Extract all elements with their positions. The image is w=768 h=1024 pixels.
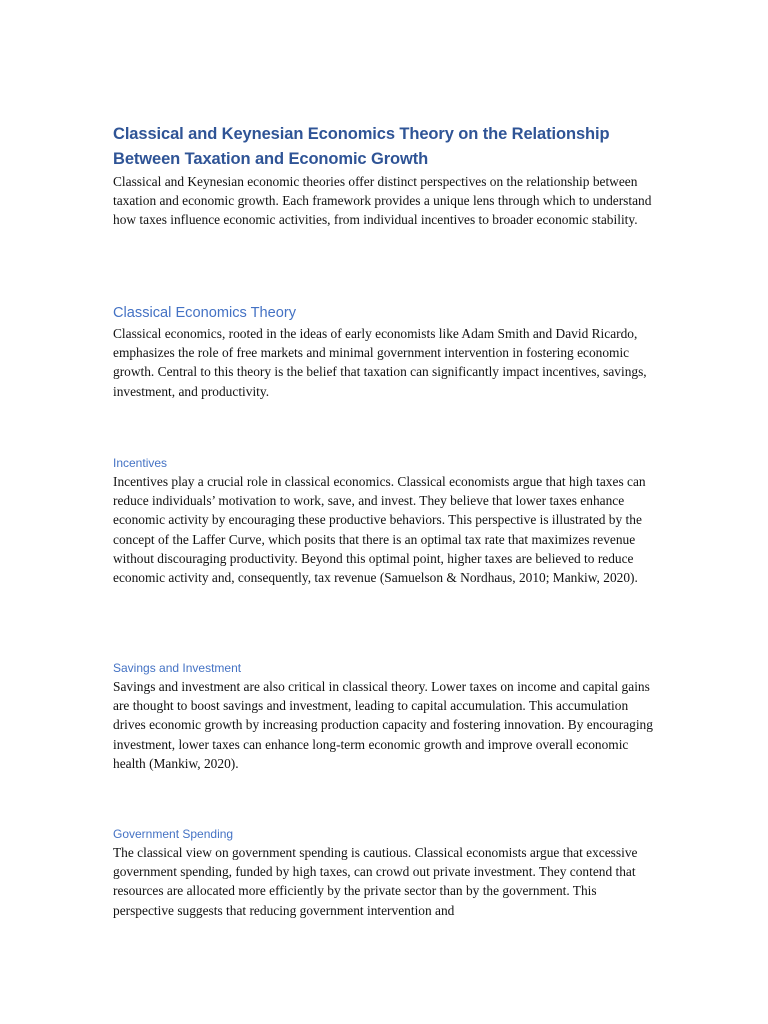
- intro-paragraph: Classical and Keynesian economic theories offer distinct perspectives on the relationship between taxation and economic growth. Each framework provides a unique lens through which to understand how taxes influence economic activities, from individual incentives to broader economic stability.: [113, 174, 652, 228]
- subsection-paragraph: The classical view on government spending is cautious. Classical economists argue that excessive government spending, funded by high taxes, can crowd out private investment. They contend that resources are allocated more efficiently by the private sector than by the government. This perspective suggests that reducing government intervention and: [113, 845, 638, 918]
- section-paragraph: Classical economics, rooted in the ideas of early economists like Adam Smith and David Ricardo, emphasizes the role of free markets and minimal government intervention in fostering economic growth. Central to this theory is the belief that taxation can significantly impact incentives, savings, investment, and productivity.: [113, 326, 647, 399]
- subsection-heading: Government Spending: [113, 827, 234, 841]
- section-incentives: [113, 454, 658, 587]
- section-government-spending: [113, 825, 658, 920]
- document-title: Classical and Keynesian Economics Theory on the Relationship Between Taxation and Economic Growth: [113, 125, 610, 168]
- subsection-heading: Savings and Investment: [113, 661, 242, 675]
- subsection-paragraph: Savings and investment are also critical in classical theory. Lower taxes on income and capital gains are thought to boost savings and investment, leading to capital accumulation. This accumulation drives economic growth by increasing production capacity and fostering innovation. By encouraging investment, lower taxes can enhance long-term economic growth and improve overall economic health (Mankiw, 2020).: [113, 679, 653, 771]
- document-page: [113, 122, 658, 918]
- subsection-paragraph: Incentives play a crucial role in classical economics. Classical economists argue that high taxes can reduce individuals’ motivation to work, save, and invest. They believe that lower taxes enhance economic activity by encouraging these productive behaviors. This perspective is illustrated by the concept of the Laffer Curve, which posits that there is an optimal tax rate that maximizes revenue without discouraging productivity. Beyond this optimal point, higher taxes are believed to reduce economic activity and, consequently, tax revenue (Samuelson & Nordhaus, 2010; Mankiw, 2020).: [113, 474, 646, 586]
- section-classical-economics: [113, 302, 658, 401]
- subsection-heading: Incentives: [113, 456, 168, 470]
- section-savings-investment: [113, 659, 658, 773]
- section-heading: Classical Economics Theory: [113, 305, 297, 321]
